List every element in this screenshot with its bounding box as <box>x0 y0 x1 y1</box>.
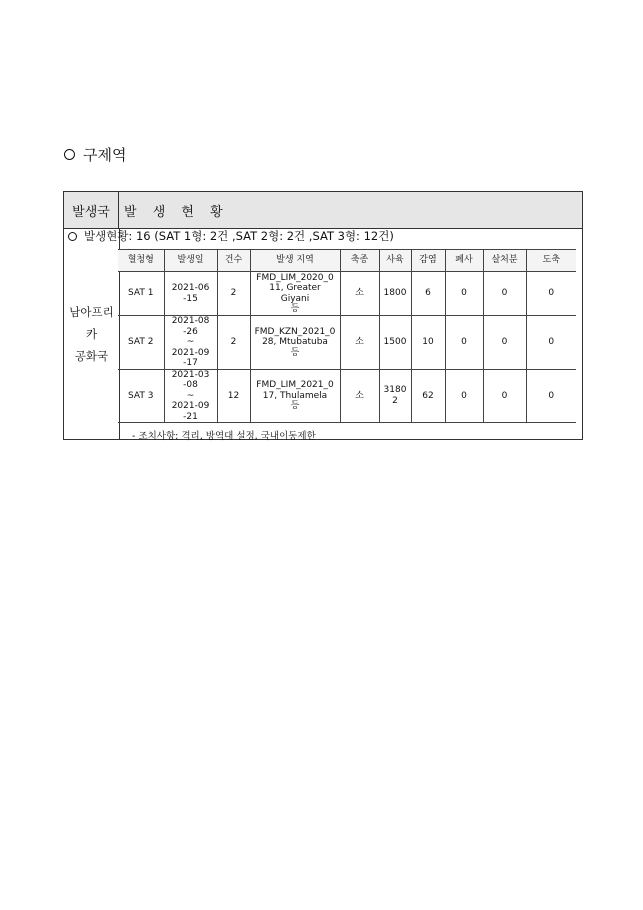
circle-bullet-icon <box>68 232 77 241</box>
table-cell: 0 <box>445 369 483 423</box>
country-name: 남아프리카 공화국 <box>69 304 114 363</box>
table-cell: 2021-08 -26 ~ 2021-09 -17 <box>164 316 217 370</box>
table-cell: 0 <box>483 316 526 370</box>
table-cell: 0 <box>526 369 576 423</box>
col-header: 감염 <box>411 250 445 272</box>
header-country: 발생국 <box>64 192 119 228</box>
table-cell: 6 <box>411 272 445 316</box>
table-cell: 0 <box>445 316 483 370</box>
table-cell: 0 <box>526 272 576 316</box>
table-cell: FMD_KZN_2021_0 28, Mtubatuba 등 <box>250 316 340 370</box>
table-cell: 0 <box>483 369 526 423</box>
table-cell: SAT 2 <box>118 316 164 370</box>
col-header: 건수 <box>217 250 250 272</box>
table-row <box>118 272 576 316</box>
summary-text: 발생현황: 16 (SAT 1형: 2건 ,SAT 2형: 2건 ,SAT 3형: 12건) <box>84 229 394 243</box>
col-header: 발생 지역 <box>250 250 340 272</box>
table-cell: 1500 <box>379 316 411 370</box>
table-cell: FMD_LIM_2021_0 17, Thulamela 등 <box>250 369 340 423</box>
outbreak-table <box>118 249 576 423</box>
col-header: 사육 <box>379 250 411 272</box>
outbreak-summary <box>68 228 394 244</box>
table-row <box>118 369 576 423</box>
table-cell: 1800 <box>379 272 411 316</box>
table-cell: 소 <box>340 369 379 423</box>
table-cell: 3180 2 <box>379 369 411 423</box>
frame-header <box>64 192 582 229</box>
col-header: 축종 <box>340 250 379 272</box>
table-header-row <box>118 250 576 272</box>
table-cell: 0 <box>445 272 483 316</box>
header-status: 발 생 현 황 <box>124 204 229 220</box>
section-title-text: 구제역 <box>83 146 127 164</box>
table-cell: 10 <box>411 316 445 370</box>
table-cell: 0 <box>526 316 576 370</box>
col-header: 폐사 <box>445 250 483 272</box>
col-header: 살처분 <box>483 250 526 272</box>
col-header: 도축 <box>526 250 576 272</box>
table-cell: 2 <box>217 272 250 316</box>
table-cell: 12 <box>217 369 250 423</box>
circle-bullet-icon <box>64 149 75 160</box>
table-cell: 2021-03 -08 ~ 2021-09 -21 <box>164 369 217 423</box>
table-cell: SAT 1 <box>118 272 164 316</box>
table-cell: 2 <box>217 316 250 370</box>
col-header: 발생일 <box>164 250 217 272</box>
table-row <box>118 316 576 370</box>
table-cell: 0 <box>483 272 526 316</box>
table-cell: FMD_LIM_2020_0 11, Greater Giyani 등 <box>250 272 340 316</box>
section-title <box>64 144 126 165</box>
table-cell: 소 <box>340 272 379 316</box>
measures-note: - 조치사항: 격리, 방역대 설정, 국내이동제한 <box>132 431 316 442</box>
col-header: 혈청형 <box>118 250 164 272</box>
table-cell: SAT 3 <box>118 369 164 423</box>
country-cell <box>64 228 119 439</box>
table-cell: 62 <box>411 369 445 423</box>
table-cell: 소 <box>340 316 379 370</box>
table-cell: 2021-06 -15 <box>164 272 217 316</box>
